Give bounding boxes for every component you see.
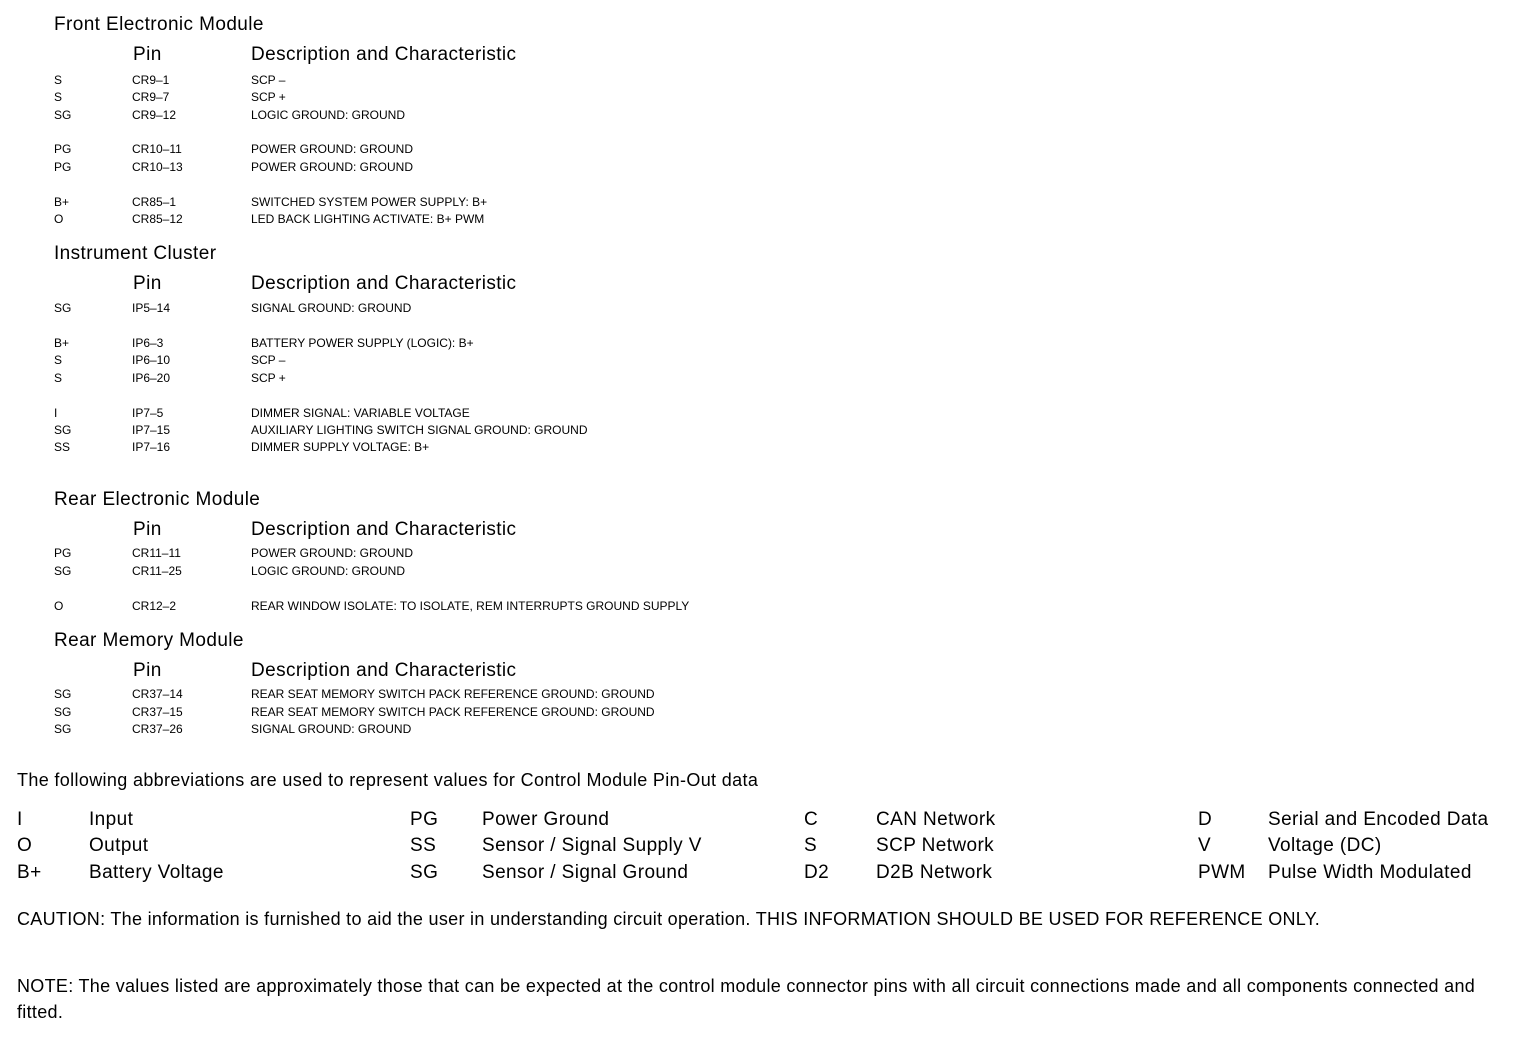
abbr-code: PG [410, 809, 439, 830]
pin-description: AUXILIARY LIGHTING SWITCH SIGNAL GROUND: GROUND [251, 423, 588, 437]
pin-row [0, 423, 1536, 440]
pin-type: S [54, 353, 63, 367]
pin-row [0, 142, 1536, 159]
pin-description: POWER GROUND: GROUND [251, 142, 413, 156]
pin-number: CR9–12 [132, 108, 177, 122]
abbr-code: SG [410, 862, 439, 883]
abbr-code: V [1198, 835, 1212, 856]
abbr-meaning: Power Ground [482, 809, 610, 830]
pin-description: SCP – [251, 353, 286, 367]
abbr-meaning: Serial and Encoded Data [1268, 809, 1489, 830]
pin-column-header: Pin [133, 273, 162, 294]
pin-type: SG [54, 564, 72, 578]
pin-number: IP6–3 [132, 336, 164, 350]
pin-type: S [54, 371, 63, 385]
description-column-header: Description and Characteristic [251, 660, 517, 681]
pin-description: LED BACK LIGHTING ACTIVATE: B+ PWM [251, 212, 485, 226]
pin-row [0, 212, 1536, 229]
pin-type: PG [54, 142, 72, 156]
abbr-code: SS [410, 835, 437, 856]
pin-type: I [54, 406, 58, 420]
pin-row [0, 195, 1536, 212]
module-title: Rear Electronic Module [54, 489, 261, 510]
pin-number: CR85–12 [132, 212, 183, 226]
module-title: Instrument Cluster [54, 243, 217, 264]
pin-type: S [54, 73, 63, 87]
pin-row [0, 90, 1536, 107]
pin-description: DIMMER SUPPLY VOLTAGE: B+ [251, 440, 430, 454]
abbr-code: D2 [804, 862, 830, 883]
pin-description: POWER GROUND: GROUND [251, 546, 413, 560]
abbr-meaning: Input [89, 809, 134, 830]
pin-row [0, 599, 1536, 616]
abbr-code: C [804, 809, 819, 830]
pin-number: CR37–15 [132, 705, 183, 719]
pin-type: SG [54, 301, 72, 315]
pin-description: SIGNAL GROUND: GROUND [251, 301, 412, 315]
description-column-header: Description and Characteristic [251, 44, 517, 65]
pin-row [0, 301, 1536, 318]
pin-description: SWITCHED SYSTEM POWER SUPPLY: B+ [251, 195, 488, 209]
pin-column-header: Pin [133, 519, 162, 540]
abbr-meaning: Sensor / Signal Supply V [482, 835, 702, 856]
pin-number: IP7–5 [132, 406, 164, 420]
pin-number: CR10–11 [132, 142, 182, 156]
pin-description: SCP – [251, 73, 286, 87]
pin-description: REAR SEAT MEMORY SWITCH PACK REFERENCE GROUND: GROUND [251, 705, 655, 719]
pin-type: S [54, 90, 63, 104]
pin-number: CR11–25 [132, 564, 182, 578]
pin-type: SG [54, 722, 72, 736]
abbr-meaning: CAN Network [876, 809, 996, 830]
pin-type: B+ [54, 336, 70, 350]
pin-type: O [54, 599, 64, 613]
pin-row [0, 546, 1536, 563]
pin-row [0, 564, 1536, 581]
pin-row [0, 687, 1536, 704]
abbr-meaning: Pulse Width Modulated [1268, 862, 1472, 883]
pin-row [0, 336, 1536, 353]
pin-description: REAR SEAT MEMORY SWITCH PACK REFERENCE GROUND: GROUND [251, 687, 655, 701]
pin-row [0, 705, 1536, 722]
pin-description: DIMMER SIGNAL: VARIABLE VOLTAGE [251, 406, 470, 420]
pin-type: SS [54, 440, 71, 454]
abbr-code: I [17, 809, 23, 830]
pin-number: IP5–14 [132, 301, 171, 315]
abbr-code: O [17, 835, 33, 856]
pin-row [0, 406, 1536, 423]
pin-description: POWER GROUND: GROUND [251, 160, 413, 174]
abbr-meaning: Voltage (DC) [1268, 835, 1382, 856]
abbr-code: S [804, 835, 818, 856]
abbr-code: PWM [1198, 862, 1246, 883]
pin-description: SCP + [251, 371, 286, 385]
module-title: Rear Memory Module [54, 630, 244, 651]
pin-number: IP6–10 [132, 353, 171, 367]
abbr-code: B+ [17, 862, 42, 883]
values-note: NOTE: The values listed are approximately those that can be expected at the control module connector pins with all circuit connections made and all components connected and fitted. [17, 976, 1476, 1022]
pin-type: B+ [54, 195, 70, 209]
pin-row [0, 371, 1536, 388]
pin-column-header: Pin [133, 44, 162, 65]
pin-number: CR85–1 [132, 195, 177, 209]
pin-number: IP6–20 [132, 371, 171, 385]
pin-type: PG [54, 546, 72, 560]
pin-type: PG [54, 160, 72, 174]
pin-type: SG [54, 108, 72, 122]
pin-row [0, 108, 1536, 125]
pin-number: CR11–11 [132, 546, 181, 560]
pin-number: CR9–1 [132, 73, 170, 87]
pin-type: SG [54, 423, 72, 437]
pin-number: CR10–13 [132, 160, 183, 174]
pin-number: CR9–7 [132, 90, 170, 104]
abbr-code: D [1198, 809, 1213, 830]
pin-number: IP7–16 [132, 440, 171, 454]
pin-number: IP7–15 [132, 423, 171, 437]
pin-type: SG [54, 705, 72, 719]
pin-description: REAR WINDOW ISOLATE: TO ISOLATE, REM INTERRUPTS GROUND SUPPLY [251, 599, 690, 613]
pin-row [0, 440, 1536, 457]
pin-description: LOGIC GROUND: GROUND [251, 564, 406, 578]
pin-description: SCP + [251, 90, 286, 104]
abbr-meaning: Battery Voltage [89, 862, 224, 883]
pin-column-header: Pin [133, 660, 162, 681]
pin-row [0, 722, 1536, 739]
pin-number: CR12–2 [132, 599, 177, 613]
abbreviations-intro: The following abbreviations are used to represent values for Control Module Pin-Out data [17, 770, 759, 790]
description-column-header: Description and Characteristic [251, 519, 517, 540]
abbr-meaning: Output [89, 835, 149, 856]
pin-description: SIGNAL GROUND: GROUND [251, 722, 412, 736]
abbr-meaning: SCP Network [876, 835, 995, 856]
pin-row [0, 160, 1536, 177]
pin-number: CR37–14 [132, 687, 183, 701]
pin-description: LOGIC GROUND: GROUND [251, 108, 406, 122]
pin-description: BATTERY POWER SUPPLY (LOGIC): B+ [251, 336, 474, 350]
description-column-header: Description and Characteristic [251, 273, 517, 294]
caution-note: CAUTION: The information is furnished to aid the user in understanding circuit operation. THIS INFORMATION SHOULD BE USED FOR REFERENCE ONLY. [17, 909, 1321, 929]
pin-row [0, 353, 1536, 370]
abbr-meaning: Sensor / Signal Ground [482, 862, 689, 883]
pin-type: O [54, 212, 64, 226]
abbr-meaning: D2B Network [876, 862, 993, 883]
pin-row [0, 73, 1536, 90]
module-title: Front Electronic Module [54, 14, 264, 35]
pin-number: CR37–26 [132, 722, 183, 736]
pin-type: SG [54, 687, 72, 701]
